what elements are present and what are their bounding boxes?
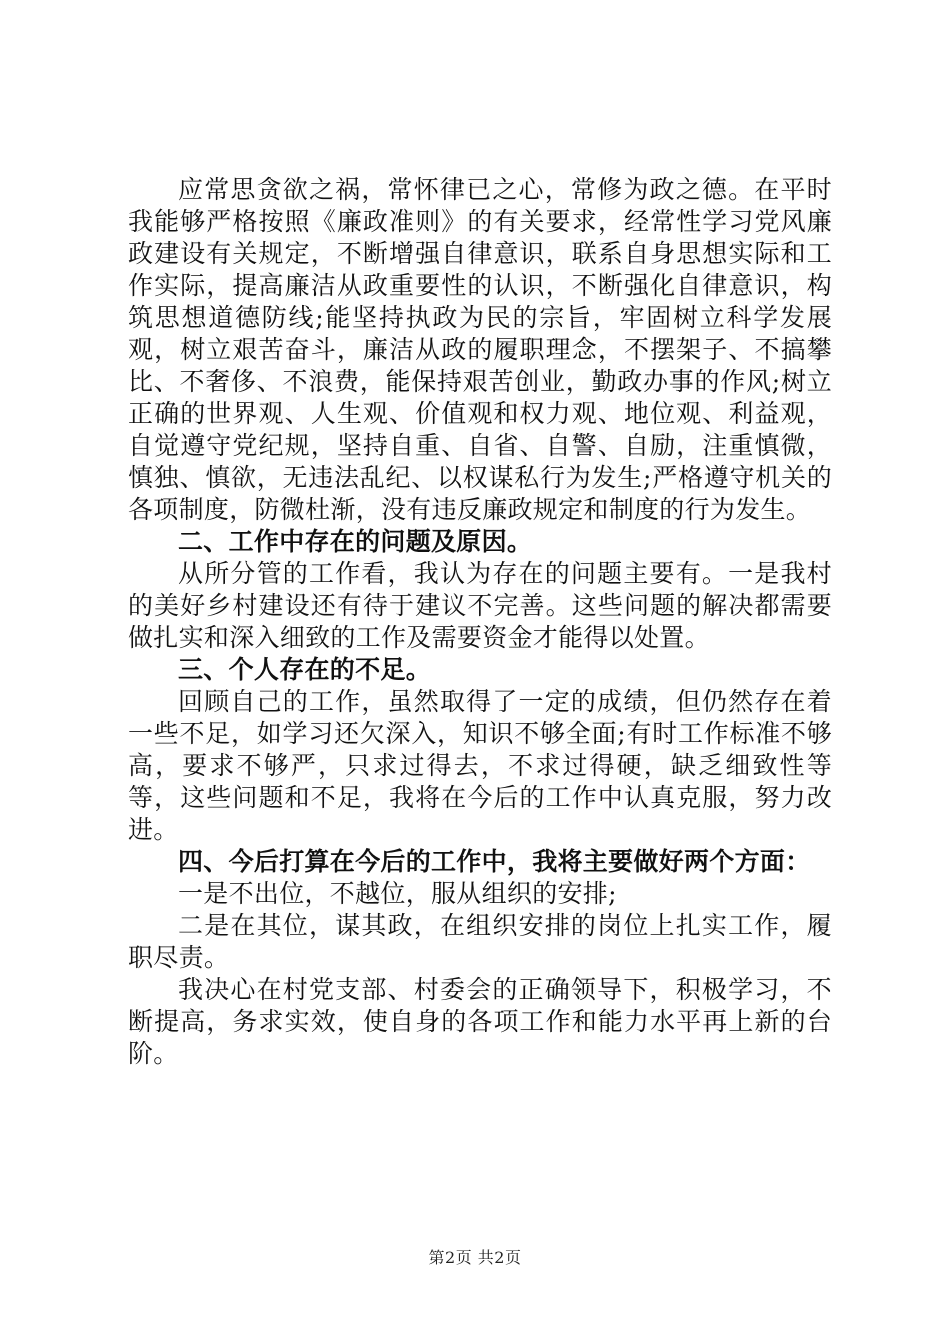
paragraph-integrity: 应常思贪欲之祸，常怀律已之心，常修为政之德。在平时我能够严格按照《廉政准则》的有关要求，经常性学习党风廉政建设有关规定，不断增强自律意识，联系自身思想实际和工作实际，提高廉洁从政重要性的认识，不断强化自律意识，构筑思想道德防线;能坚持执政为民的宗旨，牢固树立科学发展观，树立艰苦奋斗，廉洁从政的履职理念，不摆架子、不搞攀比、不奢侈、不浪费，能保持艰苦创业，勤政办事的作风;树立正确的世界观、人生观、价值观和权力观、地位观、利益观，自觉遵守党纪规，坚持自重、自省、自警、自励，注重慎微，慎独、慎欲，无违法乱纪、以权谋私行为发生;严格遵守机关的各项制度，防微杜渐，没有违反廉政规定和制度的行为发生。 — [128, 175, 832, 524]
paragraph-shortcomings: 回顾自己的工作，虽然取得了一定的成绩，但仍然存在着一些不足，如学习还欠深入，知识不够全面;有时工作标准不够高，要求不够严，只求过得去，不求过得硬，缺乏细致性等等，这些问题和不足，我将在今后的工作中认真克服，努力改进。 — [128, 687, 832, 844]
heading-plans: 四、今后打算在今后的工作中，我将主要做好两个方面： — [178, 847, 811, 876]
heading-problems: 二、工作中存在的问题及原因。 — [178, 527, 533, 556]
paragraph-plan-two: 二是在其位，谋其政，在组织安排的岗位上扎实工作，履职尽责。 — [128, 911, 832, 972]
paragraph-plan-one: 一是不出位，不越位，服从组织的安排; — [178, 879, 617, 908]
page-number-footer: 第2页 共2页 — [428, 1248, 522, 1267]
document-body — [128, 174, 832, 1070]
paragraph-resolution: 我决心在村党支部、村委会的正确领导下，积极学习，不断提高，务求实效，使自身的各项工作和能力水平再上新的台阶。 — [128, 975, 832, 1068]
heading-shortcomings: 三、个人存在的不足。 — [178, 655, 432, 684]
paragraph-problems: 从所分管的工作看，我认为存在的问题主要有。一是我村的美好乡村建设还有待于建议不完善。这些问题的解决都需要做扎实和深入细致的工作及需要资金才能得以处置。 — [128, 559, 832, 652]
